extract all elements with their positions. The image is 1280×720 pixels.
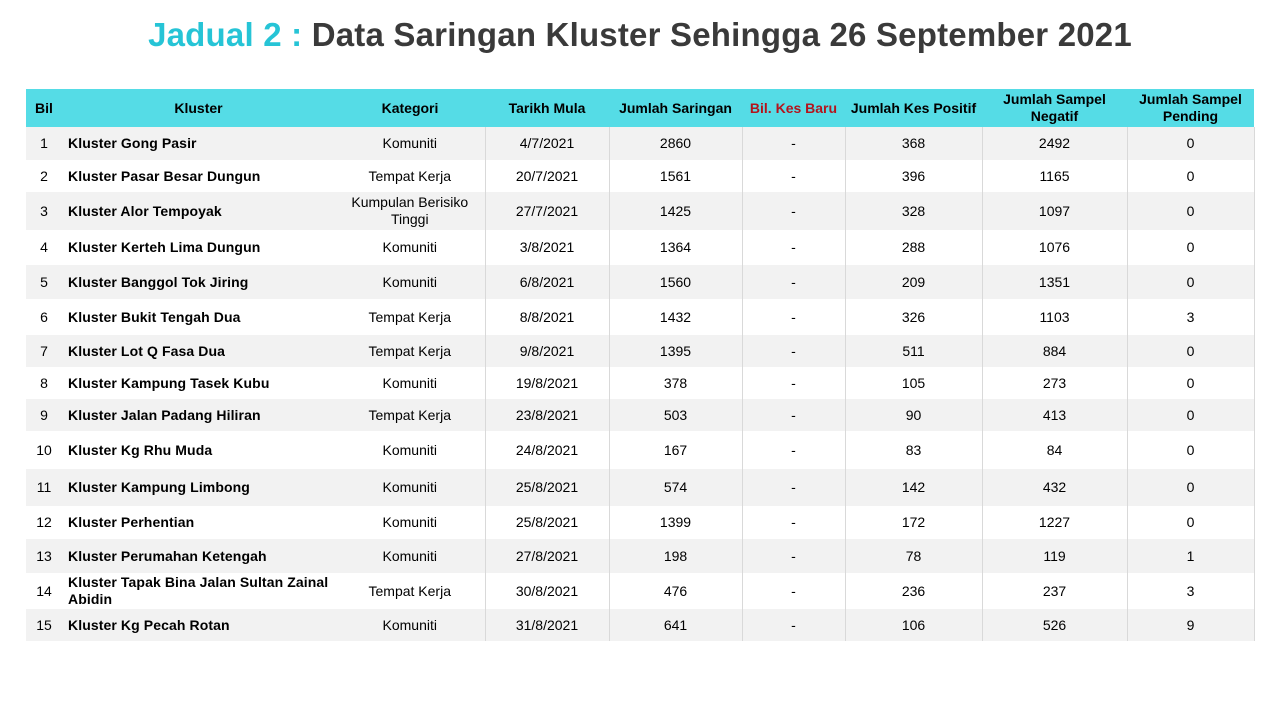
cell-jumlah-sampel-pending: 1	[1127, 539, 1254, 573]
cell-tarikh-mula: 8/8/2021	[485, 299, 609, 335]
cell-jumlah-saringan: 2860	[609, 127, 742, 160]
cell-bil: 3	[26, 192, 62, 230]
cell-jumlah-sampel-pending: 0	[1127, 192, 1254, 230]
cell-jumlah-saringan: 503	[609, 399, 742, 431]
cell-jumlah-kes-positif: 396	[845, 160, 982, 192]
header-bil-kes-baru: Bil. Kes Baru	[742, 89, 845, 127]
cell-jumlah-saringan: 641	[609, 609, 742, 641]
cell-kluster: Kluster Kampung Tasek Kubu	[62, 367, 335, 399]
cell-jumlah-sampel-negatif: 2492	[982, 127, 1127, 160]
cell-bil: 13	[26, 539, 62, 573]
header-kategori: Kategori	[335, 89, 485, 127]
cell-jumlah-kes-positif: 328	[845, 192, 982, 230]
cell-jumlah-sampel-pending: 0	[1127, 127, 1254, 160]
cell-jumlah-sampel-pending: 0	[1127, 230, 1254, 265]
table-row	[26, 265, 1254, 299]
cell-kluster: Kluster Lot Q Fasa Dua	[62, 335, 335, 367]
cell-bil: 7	[26, 335, 62, 367]
header-bil: Bil	[26, 89, 62, 127]
cell-jumlah-sampel-negatif: 237	[982, 573, 1127, 609]
cell-kluster: Kluster Jalan Padang Hiliran	[62, 399, 335, 431]
cell-jumlah-saringan: 574	[609, 469, 742, 506]
cell-tarikh-mula: 9/8/2021	[485, 335, 609, 367]
cell-jumlah-sampel-pending: 0	[1127, 506, 1254, 539]
cell-jumlah-kes-positif: 83	[845, 431, 982, 469]
table-row	[26, 539, 1254, 573]
cell-jumlah-kes-positif: 368	[845, 127, 982, 160]
cell-tarikh-mula: 4/7/2021	[485, 127, 609, 160]
cell-bil-kes-baru: -	[742, 399, 845, 431]
cell-tarikh-mula: 30/8/2021	[485, 573, 609, 609]
cell-jumlah-sampel-negatif: 413	[982, 399, 1127, 431]
cell-bil: 12	[26, 506, 62, 539]
cell-bil-kes-baru: -	[742, 335, 845, 367]
cell-bil: 8	[26, 367, 62, 399]
cell-kluster: Kluster Perumahan Ketengah	[62, 539, 335, 573]
cell-kluster: Kluster Pasar Besar Dungun	[62, 160, 335, 192]
cell-bil-kes-baru: -	[742, 609, 845, 641]
cell-kluster: Kluster Gong Pasir	[62, 127, 335, 160]
header-tarikh-mula: Tarikh Mula	[485, 89, 609, 127]
cell-kategori: Komuniti	[335, 431, 485, 469]
cell-tarikh-mula: 23/8/2021	[485, 399, 609, 431]
cell-jumlah-kes-positif: 78	[845, 539, 982, 573]
cell-kategori: Komuniti	[335, 506, 485, 539]
cell-tarikh-mula: 20/7/2021	[485, 160, 609, 192]
cell-jumlah-sampel-negatif: 1076	[982, 230, 1127, 265]
cell-bil: 2	[26, 160, 62, 192]
cell-jumlah-sampel-pending: 3	[1127, 573, 1254, 609]
table-body	[26, 127, 1254, 641]
cell-kluster: Kluster Bukit Tengah Dua	[62, 299, 335, 335]
cell-kategori: Komuniti	[335, 265, 485, 299]
cell-bil: 15	[26, 609, 62, 641]
title-prefix: Jadual 2 :	[148, 16, 303, 53]
cell-jumlah-sampel-negatif: 273	[982, 367, 1127, 399]
cell-tarikh-mula: 24/8/2021	[485, 431, 609, 469]
cell-jumlah-kes-positif: 326	[845, 299, 982, 335]
cell-jumlah-saringan: 198	[609, 539, 742, 573]
cell-kategori: Tempat Kerja	[335, 160, 485, 192]
cell-jumlah-sampel-negatif: 884	[982, 335, 1127, 367]
cell-bil: 14	[26, 573, 62, 609]
cell-jumlah-kes-positif: 142	[845, 469, 982, 506]
cell-jumlah-sampel-pending: 9	[1127, 609, 1254, 641]
cell-jumlah-sampel-pending: 0	[1127, 160, 1254, 192]
cell-bil-kes-baru: -	[742, 230, 845, 265]
cell-bil: 4	[26, 230, 62, 265]
cell-jumlah-kes-positif: 106	[845, 609, 982, 641]
cell-kategori: Tempat Kerja	[335, 299, 485, 335]
cell-jumlah-sampel-negatif: 84	[982, 431, 1127, 469]
table-row	[26, 160, 1254, 192]
cell-tarikh-mula: 31/8/2021	[485, 609, 609, 641]
cell-jumlah-saringan: 1399	[609, 506, 742, 539]
cell-bil-kes-baru: -	[742, 367, 845, 399]
cell-jumlah-saringan: 1432	[609, 299, 742, 335]
cell-jumlah-saringan: 476	[609, 573, 742, 609]
cell-jumlah-kes-positif: 209	[845, 265, 982, 299]
table-row	[26, 399, 1254, 431]
header-kluster: Kluster	[62, 89, 335, 127]
cell-kategori: Komuniti	[335, 539, 485, 573]
cell-bil: 10	[26, 431, 62, 469]
cell-kluster: Kluster Kampung Limbong	[62, 469, 335, 506]
cell-bil-kes-baru: -	[742, 469, 845, 506]
cell-tarikh-mula: 3/8/2021	[485, 230, 609, 265]
cell-jumlah-kes-positif: 288	[845, 230, 982, 265]
cell-bil-kes-baru: -	[742, 127, 845, 160]
cell-kluster: Kluster Tapak Bina Jalan Sultan Zainal Abidin	[62, 573, 335, 609]
cell-kategori: Komuniti	[335, 230, 485, 265]
cell-bil-kes-baru: -	[742, 539, 845, 573]
cell-bil: 9	[26, 399, 62, 431]
cell-bil: 11	[26, 469, 62, 506]
cell-bil-kes-baru: -	[742, 506, 845, 539]
cell-jumlah-sampel-negatif: 1351	[982, 265, 1127, 299]
table-row	[26, 506, 1254, 539]
title-main: Data Saringan Kluster Sehingga 26 September 2021	[311, 16, 1132, 53]
table-row	[26, 367, 1254, 399]
cell-jumlah-sampel-pending: 0	[1127, 399, 1254, 431]
cell-bil-kes-baru: -	[742, 192, 845, 230]
cell-tarikh-mula: 27/7/2021	[485, 192, 609, 230]
cell-jumlah-kes-positif: 172	[845, 506, 982, 539]
table-row	[26, 299, 1254, 335]
cell-jumlah-sampel-negatif: 1227	[982, 506, 1127, 539]
cell-jumlah-sampel-negatif: 526	[982, 609, 1127, 641]
cell-jumlah-saringan: 378	[609, 367, 742, 399]
cell-kluster: Kluster Kg Pecah Rotan	[62, 609, 335, 641]
cell-kategori: Tempat Kerja	[335, 335, 485, 367]
cell-jumlah-kes-positif: 105	[845, 367, 982, 399]
cell-bil-kes-baru: -	[742, 265, 845, 299]
cell-bil-kes-baru: -	[742, 299, 845, 335]
header-jumlah-saringan: Jumlah Saringan	[609, 89, 742, 127]
cell-kluster: Kluster Kg Rhu Muda	[62, 431, 335, 469]
cell-jumlah-sampel-pending: 0	[1127, 367, 1254, 399]
cell-jumlah-saringan: 1395	[609, 335, 742, 367]
cell-tarikh-mula: 25/8/2021	[485, 469, 609, 506]
cell-jumlah-saringan: 1561	[609, 160, 742, 192]
cell-tarikh-mula: 27/8/2021	[485, 539, 609, 573]
table-row	[26, 230, 1254, 265]
cell-kategori: Komuniti	[335, 127, 485, 160]
table-row	[26, 573, 1254, 609]
header-row	[26, 89, 1254, 127]
cluster-table	[26, 89, 1255, 641]
cell-kategori: Tempat Kerja	[335, 573, 485, 609]
cell-jumlah-kes-positif: 511	[845, 335, 982, 367]
cell-jumlah-saringan: 167	[609, 431, 742, 469]
cell-jumlah-sampel-pending: 0	[1127, 335, 1254, 367]
table-row	[26, 431, 1254, 469]
table-row	[26, 192, 1254, 230]
cell-kluster: Kluster Kerteh Lima Dungun	[62, 230, 335, 265]
cell-kategori: Komuniti	[335, 469, 485, 506]
cell-jumlah-sampel-pending: 0	[1127, 265, 1254, 299]
cell-bil: 5	[26, 265, 62, 299]
cell-kluster: Kluster Perhentian	[62, 506, 335, 539]
cell-jumlah-sampel-negatif: 119	[982, 539, 1127, 573]
cell-tarikh-mula: 6/8/2021	[485, 265, 609, 299]
cell-bil-kes-baru: -	[742, 431, 845, 469]
header-jumlah-kes-positif: Jumlah Kes Positif	[845, 89, 982, 127]
table-row	[26, 469, 1254, 506]
cell-jumlah-kes-positif: 90	[845, 399, 982, 431]
cell-jumlah-saringan: 1425	[609, 192, 742, 230]
header-jumlah-sampel-pending: Jumlah Sampel Pending	[1127, 89, 1254, 127]
cell-jumlah-sampel-negatif: 1097	[982, 192, 1127, 230]
cell-bil-kes-baru: -	[742, 160, 845, 192]
cell-jumlah-sampel-pending: 0	[1127, 431, 1254, 469]
cell-jumlah-sampel-pending: 3	[1127, 299, 1254, 335]
cell-jumlah-sampel-pending: 0	[1127, 469, 1254, 506]
table-row	[26, 609, 1254, 641]
cell-tarikh-mula: 19/8/2021	[485, 367, 609, 399]
cell-tarikh-mula: 25/8/2021	[485, 506, 609, 539]
table-row	[26, 335, 1254, 367]
cell-kluster: Kluster Banggol Tok Jiring	[62, 265, 335, 299]
cell-bil-kes-baru: -	[742, 573, 845, 609]
cell-jumlah-sampel-negatif: 1103	[982, 299, 1127, 335]
cell-jumlah-saringan: 1560	[609, 265, 742, 299]
cell-kluster: Kluster Alor Tempoyak	[62, 192, 335, 230]
cell-kategori: Komuniti	[335, 367, 485, 399]
page-title	[0, 14, 1280, 56]
cell-jumlah-sampel-negatif: 432	[982, 469, 1127, 506]
header-jumlah-sampel-negatif: Jumlah Sampel Negatif	[982, 89, 1127, 127]
cell-jumlah-sampel-negatif: 1165	[982, 160, 1127, 192]
cell-jumlah-kes-positif: 236	[845, 573, 982, 609]
table-row	[26, 127, 1254, 160]
cell-kategori: Tempat Kerja	[335, 399, 485, 431]
cell-bil: 6	[26, 299, 62, 335]
cell-kategori: Kumpulan Berisiko Tinggi	[335, 192, 485, 230]
cell-kategori: Komuniti	[335, 609, 485, 641]
cell-bil: 1	[26, 127, 62, 160]
cell-jumlah-saringan: 1364	[609, 230, 742, 265]
